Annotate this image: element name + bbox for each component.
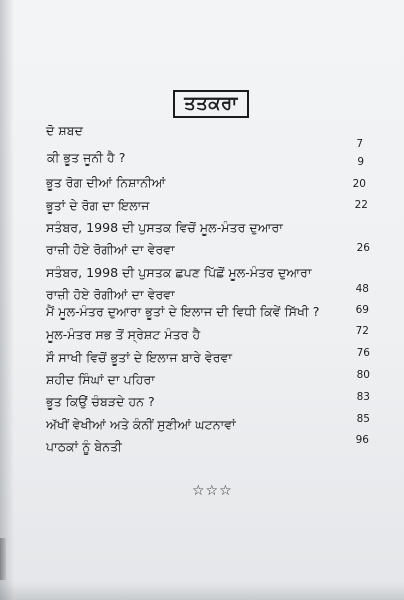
ornament-stars: ☆☆☆	[192, 483, 233, 499]
toc-entry-text: ਸਤੰਬਰ, 1998 ਦੀ ਪੁਸਤਕ ਵਿਚੋਂ ਮੂਲ-ਮੰਤਰ ਦੁਆਰਾ	[46, 220, 283, 235]
toc-entry-text: ਸ਼ਹੀਦ ਸਿੰਘਾਂ ਦਾ ਪਹਿਰਾ	[46, 372, 155, 387]
toc-entry-page: 48	[355, 283, 369, 295]
toc-entry-page: 69	[355, 304, 369, 316]
toc-entry-text: ਕੀ ਭੂਤ ਜੂਨੀ ਹੈ ?	[47, 150, 126, 165]
toc-entry-page: 7	[356, 138, 363, 150]
toc-entry-text: ਪਾਠਕਾਂ ਨੂੰ ਬੇਨਤੀ	[46, 439, 122, 454]
toc-entry-page: 22	[354, 199, 368, 211]
toc-entry-text: ਰਾਜ਼ੀ ਹੋਏ ਰੋਗੀਆਂ ਦਾ ਵੇਰਵਾ	[46, 287, 175, 302]
toc-entry-text: ਭੂਤ ਕਿਉਂ ਚੰਬੜਦੇ ਹਨ ?	[46, 394, 155, 409]
toc-entry-text: ਦੋ ਸ਼ਬਦ	[46, 123, 83, 138]
toc-entry-text: ਮੂਲ-ਮੰਤਰ ਸਭ ਤੋਂ ਸ੍ਰੇਸ਼ਟ ਮੰਤਰ ਹੈ	[46, 327, 201, 342]
toc-entry-text: ਭੂਤਾਂ ਦੇ ਰੋਗ ਦਾ ਇਲਾਜ	[46, 198, 150, 213]
toc-entry-text: ਰਾਜ਼ੀ ਹੋਏ ਰੋਗੀਆਂ ਦਾ ਵੇਰਵਾ	[46, 242, 175, 257]
page-title: ਤਤਕਰਾ	[173, 90, 249, 118]
toc-entry-text: ਮੈਂ ਮੂਲ-ਮੰਤਰ ਦੁਆਰਾ ਭੂਤਾਂ ਦੇ ਇਲਾਜ ਦੀ ਵਿਧੀ ਕਿਵੇਂ ਸਿੱਖੀ ?	[46, 304, 320, 319]
toc-entry-page: 83	[356, 391, 370, 403]
toc-entry-text: ਸਤੰਬਰ, 1998 ਦੀ ਪੁਸਤਕ ਛਪਣ ਪਿੱਛੋਂ ਮੂਲ-ਮੰਤਰ ਦੁਆਰਾ	[46, 265, 312, 280]
toc-entry-text: ਅੱਖੀਂ ਵੇਖੀਆਂ ਅਤੇ ਕੰਨੀਂ ਸੁਣੀਆਂ ਘਟਨਾਵਾਂ	[46, 417, 236, 432]
toc-entry-text: ਸੌ ਸਾਖੀ ਵਿਚੋਂ ਭੂਤਾਂ ਦੇ ਇਲਾਜ ਬਾਰੇ ਵੇਰਵਾ	[46, 350, 233, 365]
toc-entry-page: 20	[352, 178, 366, 190]
toc-entry-page: 9	[357, 156, 364, 168]
toc-entry-page: 72	[355, 325, 369, 337]
toc-entry-page: 96	[355, 434, 369, 446]
toc-entry-text: ਭੂਤ ਰੋਗ ਦੀਆਂ ਨਿਸ਼ਾਨੀਆਂ	[46, 175, 166, 190]
toc-entry-page: 26	[356, 242, 370, 254]
toc-entry-page: 80	[356, 369, 370, 381]
toc-entry-page: 76	[356, 347, 370, 359]
toc-entry-page: 85	[356, 413, 370, 425]
